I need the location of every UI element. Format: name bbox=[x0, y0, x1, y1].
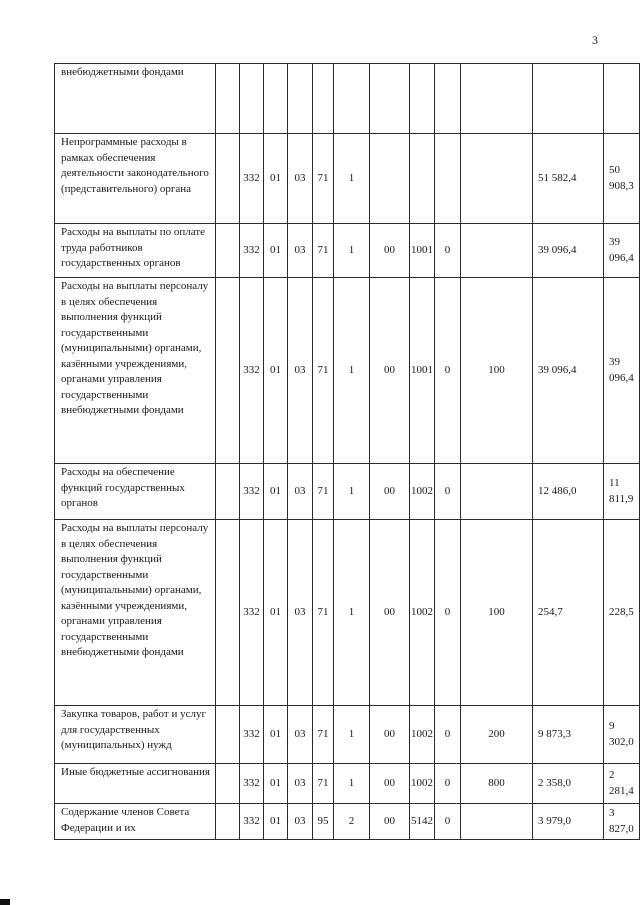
code-prog: 71 bbox=[313, 224, 334, 278]
code-el: 0 bbox=[435, 278, 461, 464]
table-row bbox=[55, 464, 640, 520]
code-dir: 00 bbox=[370, 278, 410, 464]
code-prog: 71 bbox=[313, 278, 334, 464]
code-rz: 01 bbox=[264, 224, 288, 278]
code-dir: 00 bbox=[370, 464, 410, 520]
row-name: внебюджетными фондами bbox=[55, 64, 216, 134]
amount-year-2: 39 096,4 bbox=[604, 278, 640, 464]
code-pr: 03 bbox=[288, 278, 313, 464]
page-number: 3 bbox=[592, 33, 598, 47]
code-gr: 332 bbox=[240, 278, 264, 464]
code-el: 0 bbox=[435, 520, 461, 706]
amount-year-2: 9 302,0 bbox=[604, 706, 640, 764]
row-name: Расходы на выплаты персоналу в целях обеспечения выполнения функций государственными (муниципальными) органами, казёнными учреждениями, органами управления государственными внебюджетными фондами bbox=[55, 520, 216, 706]
code-vr bbox=[461, 224, 533, 278]
code-gr: 332 bbox=[240, 706, 264, 764]
amount-year-1: 12 486,0 bbox=[533, 464, 604, 520]
code-pr: 03 bbox=[288, 706, 313, 764]
code-vr bbox=[461, 134, 533, 224]
code-vr bbox=[461, 464, 533, 520]
code-pr: 03 bbox=[288, 224, 313, 278]
code-prog: 71 bbox=[313, 464, 334, 520]
code-el bbox=[435, 64, 461, 134]
code-sub: 1 bbox=[334, 224, 370, 278]
amount-year-2: 39 096,4 bbox=[604, 224, 640, 278]
amount-year-2: 3 827,0 bbox=[604, 804, 640, 840]
code-pr: 03 bbox=[288, 764, 313, 804]
code-rz: 01 bbox=[264, 764, 288, 804]
code-pr bbox=[288, 64, 313, 134]
code-gr: 332 bbox=[240, 464, 264, 520]
row-name: Расходы на выплаты по оплате труда работников государственных органов bbox=[55, 224, 216, 278]
row-name: Иные бюджетные ассигнования bbox=[55, 764, 216, 804]
row-spacer-cell bbox=[216, 464, 240, 520]
row-name: Непрограммные расходы в рамках обеспечения деятельности законодательного (представительного) органа bbox=[55, 134, 216, 224]
code-dir: 00 bbox=[370, 224, 410, 278]
code-prog: 71 bbox=[313, 706, 334, 764]
row-spacer-cell bbox=[216, 224, 240, 278]
code-rz: 01 bbox=[264, 134, 288, 224]
amount-year-2: 50 908,3 bbox=[604, 134, 640, 224]
code-napr: 1001 bbox=[410, 224, 435, 278]
row-name: Расходы на обеспечение функций государственных органов bbox=[55, 464, 216, 520]
code-prog bbox=[313, 64, 334, 134]
row-name: Расходы на выплаты персоналу в целях обеспечения выполнения функций государственными (муниципальными) органами, казёнными учреждениями, органами управления государственными внебюджетными фондами bbox=[55, 278, 216, 464]
code-vr: 100 bbox=[461, 520, 533, 706]
code-el: 0 bbox=[435, 706, 461, 764]
table-body bbox=[55, 64, 640, 840]
scan-edge bbox=[0, 899, 640, 905]
amount-year-2: 228,5 bbox=[604, 520, 640, 706]
code-napr: 1002 bbox=[410, 706, 435, 764]
code-sub bbox=[334, 64, 370, 134]
code-napr: 5142 bbox=[410, 804, 435, 840]
budget-table bbox=[54, 63, 640, 840]
code-dir bbox=[370, 134, 410, 224]
code-dir: 00 bbox=[370, 764, 410, 804]
table-row bbox=[55, 764, 640, 804]
code-rz bbox=[264, 64, 288, 134]
table-row bbox=[55, 804, 640, 840]
amount-year-1: 39 096,4 bbox=[533, 224, 604, 278]
code-pr: 03 bbox=[288, 134, 313, 224]
code-pr: 03 bbox=[288, 464, 313, 520]
code-sub: 1 bbox=[334, 134, 370, 224]
amount-year-2 bbox=[604, 64, 640, 134]
row-spacer-cell bbox=[216, 764, 240, 804]
row-name: Закупка товаров, работ и услуг для государственных (муниципальных) нужд bbox=[55, 706, 216, 764]
code-vr: 200 bbox=[461, 706, 533, 764]
code-prog: 71 bbox=[313, 520, 334, 706]
amount-year-2: 11 811,9 bbox=[604, 464, 640, 520]
code-rz: 01 bbox=[264, 278, 288, 464]
table-row bbox=[55, 134, 640, 224]
code-napr: 1002 bbox=[410, 520, 435, 706]
code-gr bbox=[240, 64, 264, 134]
row-spacer-cell bbox=[216, 134, 240, 224]
code-pr: 03 bbox=[288, 804, 313, 840]
amount-year-1 bbox=[533, 64, 604, 134]
code-el: 0 bbox=[435, 224, 461, 278]
code-sub: 1 bbox=[334, 464, 370, 520]
table-row bbox=[55, 520, 640, 706]
code-rz: 01 bbox=[264, 804, 288, 840]
code-napr bbox=[410, 64, 435, 134]
code-sub: 1 bbox=[334, 764, 370, 804]
code-dir: 00 bbox=[370, 520, 410, 706]
amount-year-1: 254,7 bbox=[533, 520, 604, 706]
code-sub: 1 bbox=[334, 278, 370, 464]
code-gr: 332 bbox=[240, 134, 264, 224]
code-prog: 95 bbox=[313, 804, 334, 840]
code-el: 0 bbox=[435, 464, 461, 520]
amount-year-1: 39 096,4 bbox=[533, 278, 604, 464]
code-el: 0 bbox=[435, 804, 461, 840]
row-spacer-cell bbox=[216, 64, 240, 134]
code-napr bbox=[410, 134, 435, 224]
code-el: 0 bbox=[435, 764, 461, 804]
code-sub: 1 bbox=[334, 520, 370, 706]
code-dir bbox=[370, 64, 410, 134]
amount-year-2: 2 281,4 bbox=[604, 764, 640, 804]
code-napr: 1001 bbox=[410, 278, 435, 464]
code-napr: 1002 bbox=[410, 764, 435, 804]
table-row bbox=[55, 278, 640, 464]
code-rz: 01 bbox=[264, 520, 288, 706]
code-rz: 01 bbox=[264, 464, 288, 520]
code-vr: 800 bbox=[461, 764, 533, 804]
row-spacer-cell bbox=[216, 520, 240, 706]
amount-year-1: 3 979,0 bbox=[533, 804, 604, 840]
code-napr: 1002 bbox=[410, 464, 435, 520]
code-vr bbox=[461, 804, 533, 840]
code-dir: 00 bbox=[370, 706, 410, 764]
code-dir: 00 bbox=[370, 804, 410, 840]
code-gr: 332 bbox=[240, 224, 264, 278]
row-spacer-cell bbox=[216, 278, 240, 464]
code-sub: 1 bbox=[334, 706, 370, 764]
table-row bbox=[55, 706, 640, 764]
code-prog: 71 bbox=[313, 134, 334, 224]
table-row bbox=[55, 64, 640, 134]
amount-year-1: 2 358,0 bbox=[533, 764, 604, 804]
amount-year-1: 9 873,3 bbox=[533, 706, 604, 764]
code-gr: 332 bbox=[240, 520, 264, 706]
code-gr: 332 bbox=[240, 804, 264, 840]
row-spacer-cell bbox=[216, 804, 240, 840]
code-pr: 03 bbox=[288, 520, 313, 706]
amount-year-1: 51 582,4 bbox=[533, 134, 604, 224]
code-vr bbox=[461, 64, 533, 134]
row-spacer-cell bbox=[216, 706, 240, 764]
code-gr: 332 bbox=[240, 764, 264, 804]
code-prog: 71 bbox=[313, 764, 334, 804]
row-name: Содержание членов Совета Федерации и их bbox=[55, 804, 216, 840]
code-sub: 2 bbox=[334, 804, 370, 840]
code-vr: 100 bbox=[461, 278, 533, 464]
code-el bbox=[435, 134, 461, 224]
table-row bbox=[55, 224, 640, 278]
scan-edge-mark bbox=[0, 899, 10, 905]
code-rz: 01 bbox=[264, 706, 288, 764]
